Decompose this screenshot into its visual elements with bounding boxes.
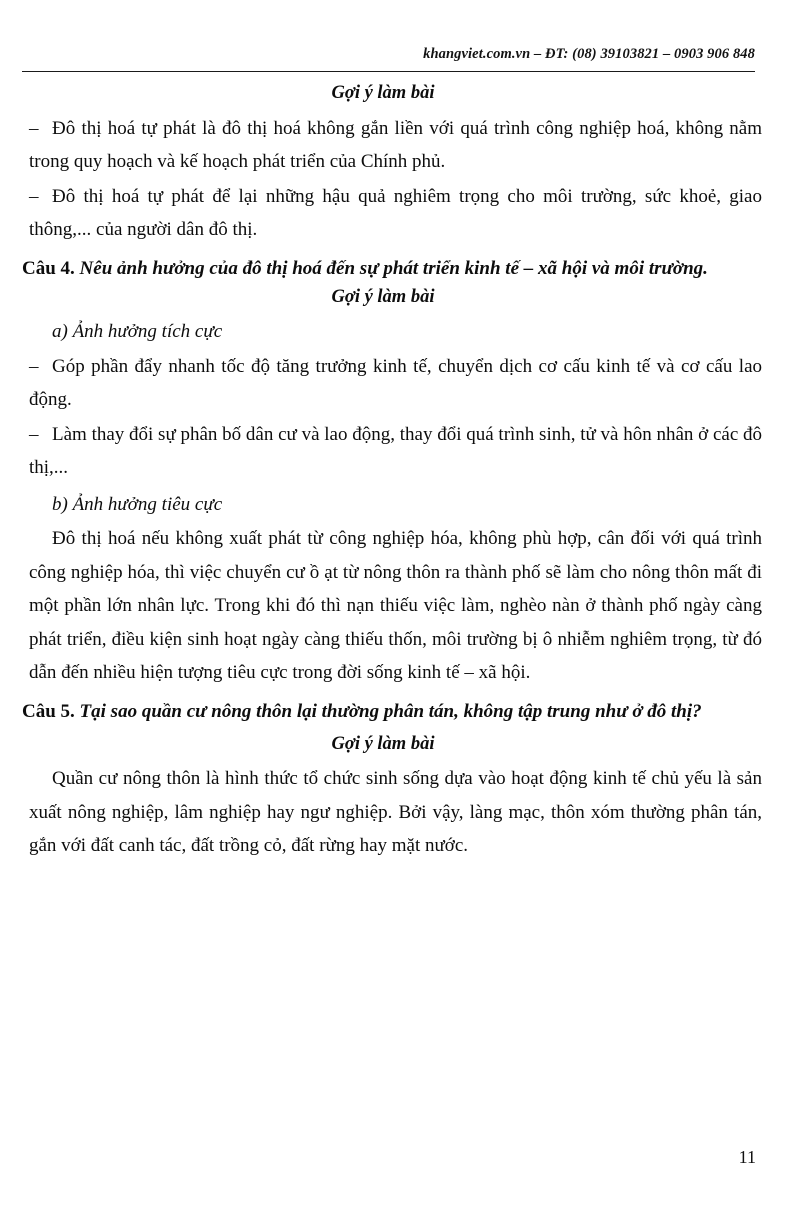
- header-divider: [22, 71, 755, 72]
- question-number: Câu 4.: [22, 257, 75, 279]
- hint-heading-q4: Gợi ý làm bài: [331, 286, 435, 307]
- list-item-text: Góp phần đẩy nhanh tốc độ tăng trưởng kinh tế, chuyển dịch cơ cấu kinh tế và cơ cấu lao động.: [29, 355, 762, 410]
- question-heading-5: [22, 696, 762, 728]
- list-item: [22, 180, 762, 247]
- bullet-dash-icon: –: [29, 355, 39, 377]
- bullet-dash-icon: –: [29, 423, 39, 445]
- list-item: [22, 418, 762, 485]
- body-paragraph-q5: Quần cư nông thôn là hình thức tổ chức sinh sống dựa vào hoạt động kinh tế chủ yếu là sản xuất nông nghiệp, lâm nghiệp hay ngư nghiệp. Bởi vậy, làng mạc, thôn xóm thường phân tán, gắn với đất canh tác, đất trồng cỏ, đất rừng hay mặt nước.: [29, 768, 762, 856]
- body-paragraph-q4b: Đô thị hoá nếu không xuất phát từ công nghiệp hóa, không phù hợp, cân đối với quá trình công nghiệp hóa, thì việc chuyển cư ồ ạt từ nông thôn ra thành phố sẽ làm cho nông thôn mất đi một phần lớn nhân lực. Trong khi đó thì nạn thiếu việc làm, nghèo nàn ở thành phố ngày càng phát triển, điều kiện sinh hoạt ngày càng thiếu thốn, môi trường bị ô nhiễm nghiêm trọng, từ đó dẫn đến nhiều hiện tượng tiêu cực trong đời sống kinh tế – xã hội.: [29, 528, 762, 683]
- subsection-label-a: a) Ảnh hưởng tích cực: [52, 321, 223, 342]
- list-item-text: Đô thị hoá tự phát là đô thị hoá không gắn liền với quá trình công nghiệp hoá, không nằm trong quy hoạch và kế hoạch phát triển của Chính phủ.: [29, 117, 762, 172]
- hint-heading-q5: Gợi ý làm bài: [331, 733, 435, 754]
- page-number: 11: [738, 1147, 756, 1167]
- question-title: Nêu ảnh hưởng của đô thị hoá đến sự phát triển kinh tế – xã hội và môi trường.: [79, 257, 708, 279]
- list-item: [22, 112, 762, 179]
- running-header: khangviet.com.vn – ĐT: (08) 39103821 – 0903 906 848: [423, 46, 755, 62]
- list-item: [22, 350, 762, 417]
- hint-heading-q3: Gợi ý làm bài: [331, 83, 435, 103]
- list-item-text: Làm thay đổi sự phân bố dân cư và lao động, thay đổi quá trình sinh, tử và hôn nhân ở các đô thị,...: [29, 423, 763, 478]
- question-heading-4: [22, 253, 762, 285]
- question-title: Tại sao quần cư nông thôn lại thường phân tán, không tập trung như ở đô thị?: [79, 700, 702, 722]
- bullet-dash-icon: –: [29, 117, 39, 139]
- list-item-text: Đô thị hoá tự phát để lại những hậu quả nghiêm trọng cho môi trường, sức khoẻ, giao thông,... của người dân đô thị.: [29, 185, 762, 240]
- subsection-label-b: b) Ảnh hưởng tiêu cực: [52, 493, 223, 515]
- question-number: Câu 5.: [22, 700, 75, 722]
- page-content: [22, 84, 762, 864]
- bullet-dash-icon: –: [29, 185, 39, 207]
